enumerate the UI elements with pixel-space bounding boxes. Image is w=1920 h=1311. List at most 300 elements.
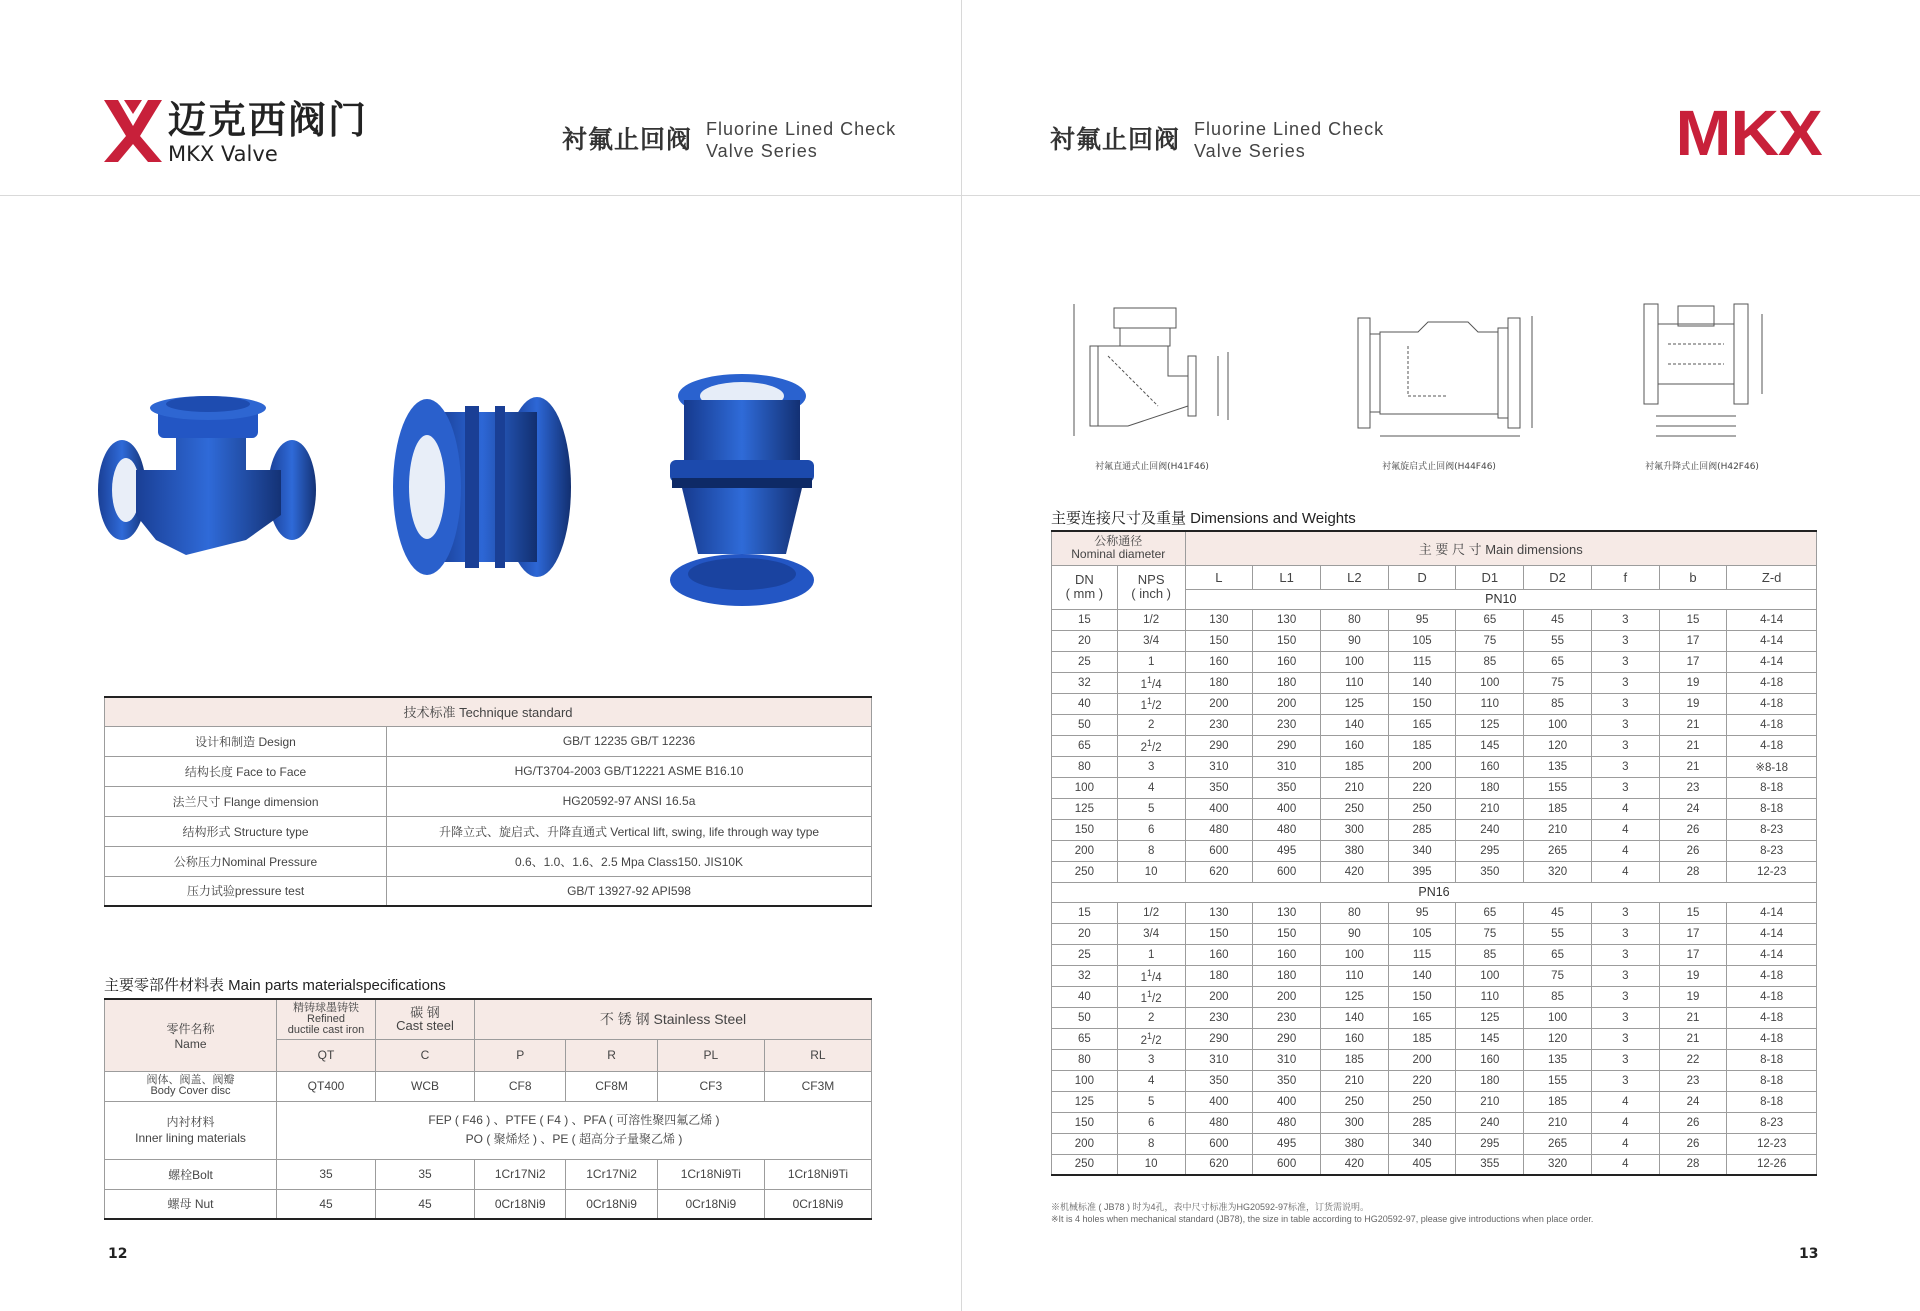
dimension-cell: 480 [1185, 1112, 1253, 1133]
dimension-cell: 75 [1524, 965, 1592, 986]
dimension-cell: 160 [1185, 944, 1253, 965]
column-header: b [1659, 565, 1727, 589]
dimension-cell: 480 [1185, 819, 1253, 840]
dimension-cell: 8-18 [1727, 1091, 1817, 1112]
dimension-cell: 210 [1321, 1070, 1389, 1091]
table-row [105, 756, 872, 786]
dimension-cell: 150 [1253, 923, 1321, 944]
lining-cn: 内衬材料 [166, 1115, 215, 1129]
dimension-cell: 4-18 [1727, 1007, 1817, 1028]
dimension-cell: 90 [1321, 923, 1389, 944]
dimension-cell: 15 [1659, 902, 1727, 923]
ductile-header [277, 999, 376, 1039]
dimension-cell: 80 [1321, 902, 1389, 923]
material-cell: CF3 [657, 1071, 764, 1101]
table-row [105, 786, 872, 816]
dimension-cell: 125 [1321, 693, 1389, 714]
dimension-cell: 210 [1524, 1112, 1592, 1133]
table-row [1052, 651, 1817, 672]
dimension-cell: 295 [1456, 840, 1524, 861]
dimension-cell: 3 [1591, 1070, 1659, 1091]
column-header: D [1388, 565, 1456, 589]
dimension-cell: 310 [1253, 1049, 1321, 1070]
dimension-cell: 380 [1321, 840, 1389, 861]
table-row [1052, 1112, 1817, 1133]
dimension-cell: 100 [1321, 944, 1389, 965]
dimension-cell: 180 [1185, 965, 1253, 986]
dimension-cell: 3 [1591, 735, 1659, 756]
valve-photo-swing [387, 392, 573, 586]
bolt-label: 螺栓Bolt [105, 1159, 277, 1189]
dimension-cell: 21 [1659, 1028, 1727, 1049]
column-header: L2 [1321, 565, 1389, 589]
dimension-cell: 65 [1456, 609, 1524, 630]
dimension-cell: 1 [1117, 944, 1185, 965]
dimension-cell: 3 [1117, 756, 1185, 777]
dimension-cell: 23 [1659, 777, 1727, 798]
dimension-cell: 125 [1052, 798, 1118, 819]
pressure-group-label: PN10 [1185, 589, 1816, 609]
dimension-cell: 8 [1117, 1133, 1185, 1154]
dimension-cell: 380 [1321, 1133, 1389, 1154]
dimension-cell: 150 [1253, 630, 1321, 651]
dimension-cell: 65 [1456, 902, 1524, 923]
dimension-cell: 1/2 [1117, 902, 1185, 923]
dimension-cell: 620 [1185, 861, 1253, 882]
table-row [1052, 756, 1817, 777]
dimension-cell: 4-14 [1727, 902, 1817, 923]
dimension-cell: 135 [1524, 1049, 1592, 1070]
caption-h42: 衬氟升降式止回阀(H42F46) [1645, 462, 1759, 472]
table-row [1052, 777, 1817, 798]
table-row [1052, 1133, 1817, 1154]
dimension-cell: 290 [1185, 1028, 1253, 1049]
dimension-cell: 19 [1659, 672, 1727, 693]
table-row [1052, 1154, 1817, 1175]
body-cn: 阀体、阀盖、阀瓣 [146, 1074, 235, 1086]
nps-label: NPS [1137, 572, 1165, 587]
dimension-cell: 3 [1591, 902, 1659, 923]
dimension-cell: 4-18 [1727, 735, 1817, 756]
dimension-cell: 50 [1052, 714, 1118, 735]
dimension-cell: 185 [1388, 735, 1456, 756]
technique-standard-title: 技术标准 Technique standard [105, 697, 872, 726]
mkx-logo [104, 100, 368, 166]
caption-h41: 衬氟直通式止回阀(H41F46) [1095, 462, 1209, 472]
dimension-cell: 495 [1253, 840, 1321, 861]
dimension-cell: 250 [1388, 798, 1456, 819]
dimension-cell: 65 [1524, 651, 1592, 672]
dimension-cell: 10 [1117, 861, 1185, 882]
dimension-cell: 4 [1591, 1112, 1659, 1133]
table-row [105, 726, 872, 756]
dimension-cell: ※8-18 [1727, 756, 1817, 777]
dimension-cell: 400 [1185, 798, 1253, 819]
dimension-cell: 80 [1321, 609, 1389, 630]
dimension-cell: 230 [1185, 714, 1253, 735]
dimensions-table [1051, 530, 1817, 1176]
dimension-cell: 6 [1117, 1112, 1185, 1133]
dimension-cell: 80 [1052, 1049, 1118, 1070]
dimension-cell: 230 [1253, 714, 1321, 735]
dimension-cell: 285 [1388, 819, 1456, 840]
dimension-cell: 3 [1591, 672, 1659, 693]
dimension-cell: 495 [1253, 1133, 1321, 1154]
dimension-cell: 210 [1456, 1091, 1524, 1112]
dimension-cell: 300 [1321, 1112, 1389, 1133]
lining-en: Inner lining materials [135, 1131, 246, 1145]
dimension-cell: 600 [1253, 1154, 1321, 1175]
dimension-cell: 400 [1253, 1091, 1321, 1112]
dimension-cell: 230 [1185, 1007, 1253, 1028]
stainless-header: 不 锈 钢 Stainless Steel [475, 999, 872, 1039]
dimension-cell: 8-18 [1727, 798, 1817, 819]
left-header [0, 0, 961, 196]
dimension-cell: 150 [1052, 819, 1118, 840]
tech-label: 压力试验pressure test [105, 876, 387, 906]
dimension-cell: 3 [1591, 651, 1659, 672]
dimension-cell: $1^1/2$ [1117, 693, 1185, 714]
dimension-cell: 55 [1524, 923, 1592, 944]
nominal-en: Nominal diameter [1071, 547, 1166, 562]
dimension-cell: 480 [1253, 1112, 1321, 1133]
dimension-cell: 21 [1659, 735, 1727, 756]
table-row [105, 1189, 872, 1219]
dimension-cell: 290 [1185, 735, 1253, 756]
material-cell: 1Cr17Ni2 [475, 1159, 566, 1189]
dimension-cell: 8-18 [1727, 777, 1817, 798]
dimension-cell: 4-18 [1727, 714, 1817, 735]
dimension-cell: 240 [1456, 1112, 1524, 1133]
dimension-cell: 100 [1456, 672, 1524, 693]
dimension-cell: 17 [1659, 651, 1727, 672]
dimension-cell: 110 [1321, 672, 1389, 693]
dimension-cell: 19 [1659, 965, 1727, 986]
lining-value [277, 1101, 872, 1159]
dimension-cell: 155 [1524, 1070, 1592, 1091]
cast-steel-cn: 碳 钢 [410, 1005, 440, 1021]
dimension-cell: 4-18 [1727, 672, 1817, 693]
dimension-cell: 160 [1321, 1028, 1389, 1049]
dimension-cell: 140 [1388, 965, 1456, 986]
technique-standard-table [104, 696, 872, 907]
dimension-cell: 4 [1591, 798, 1659, 819]
column-header: D1 [1456, 565, 1524, 589]
materials-table [104, 998, 872, 1220]
dimension-cell: 250 [1388, 1091, 1456, 1112]
dimension-cell: 145 [1456, 735, 1524, 756]
cast-steel-en: Cast steel [396, 1018, 454, 1034]
dimension-cell: 340 [1388, 840, 1456, 861]
dimension-cell: 180 [1456, 1070, 1524, 1091]
dimension-cell: 185 [1321, 756, 1389, 777]
table-row [1052, 630, 1817, 651]
dimension-cell: 105 [1388, 630, 1456, 651]
dimension-cell: 100 [1052, 1070, 1118, 1091]
column-header: Z-d [1727, 565, 1817, 589]
table-row [1052, 798, 1817, 819]
dimension-cell: 6 [1117, 819, 1185, 840]
pressure-group-label: PN16 [1052, 882, 1817, 902]
drawing-h41 [1068, 296, 1238, 450]
dimension-cell: 85 [1524, 986, 1592, 1007]
dimension-cell: 350 [1185, 1070, 1253, 1091]
dimension-cell: 26 [1659, 1133, 1727, 1154]
dimension-cell: 200 [1185, 693, 1253, 714]
dimension-cell: 210 [1321, 777, 1389, 798]
dimension-cell: 110 [1321, 965, 1389, 986]
dimension-cell: 600 [1253, 861, 1321, 882]
body-label [105, 1071, 277, 1101]
dimension-cell: 4-18 [1727, 965, 1817, 986]
dimension-cell: 250 [1052, 861, 1118, 882]
dimension-cell: 125 [1052, 1091, 1118, 1112]
dimension-cell: 155 [1524, 777, 1592, 798]
dimension-cell: 23 [1659, 1070, 1727, 1091]
material-cell: 35 [277, 1159, 376, 1189]
dimension-cell: 3/4 [1117, 923, 1185, 944]
dimension-cell: 200 [1052, 840, 1118, 861]
dimension-cell: 250 [1321, 798, 1389, 819]
dimension-cell: 160 [1185, 651, 1253, 672]
dimension-cell: $1^1/2$ [1117, 986, 1185, 1007]
table-row [1052, 1070, 1817, 1091]
nominal-cn: 公称通径 [1094, 534, 1143, 549]
ductile-en1: Refined [307, 1012, 345, 1025]
dimension-cell: 5 [1117, 798, 1185, 819]
cast-steel-header [376, 999, 475, 1039]
dimension-cell: $1^1/4$ [1117, 672, 1185, 693]
dimension-cell: 4 [1591, 819, 1659, 840]
table-row [1052, 986, 1817, 1007]
dimension-cell: 310 [1185, 1049, 1253, 1070]
material-cell: CF8M [566, 1071, 657, 1101]
dimension-cell: 3 [1591, 714, 1659, 735]
dimension-cell: $2^1/2$ [1117, 1028, 1185, 1049]
series-title-en-1: Fluorine Lined Check [1194, 119, 1385, 139]
dimension-cell: 4 [1591, 1154, 1659, 1175]
dimension-cell: 40 [1052, 986, 1118, 1007]
dimension-cell: 290 [1253, 1028, 1321, 1049]
dimension-cell: 32 [1052, 965, 1118, 986]
table-row [1052, 965, 1817, 986]
logo-chinese-name: 迈克西阀门 [168, 98, 369, 142]
dimension-cell: 110 [1456, 693, 1524, 714]
dimension-cell: 4-18 [1727, 1028, 1817, 1049]
dimension-cell: 600 [1185, 840, 1253, 861]
dimensions-title: 主要连接尺寸及重量 Dimensions and Weights [1051, 510, 1356, 527]
valve-photo-lift [96, 390, 318, 576]
table-row [1052, 1049, 1817, 1070]
dimension-cell: 150 [1388, 693, 1456, 714]
drawing-h44 [1348, 296, 1538, 450]
table-row [1052, 609, 1817, 630]
code-cell: R [566, 1039, 657, 1071]
dimension-cell: 180 [1456, 777, 1524, 798]
part-name-en: Name [174, 1036, 207, 1051]
dimension-cell: 265 [1524, 840, 1592, 861]
dimension-cell: 15 [1052, 609, 1118, 630]
series-title-cn: 衬氟止回阀 [562, 125, 693, 154]
dimension-cell: 85 [1456, 651, 1524, 672]
lining-line2: PO ( 聚烯烃 ) 、PE ( 超高分子量聚乙烯 ) [465, 1132, 683, 1146]
column-header: L1 [1253, 565, 1321, 589]
table-row [1052, 944, 1817, 965]
footnote-cn: ※机械标准 ( JB78 ) 时为4孔，表中尺寸标准为HG20592-97标准，订货需说明。 [1051, 1202, 1370, 1212]
dimension-cell: 8-18 [1727, 1049, 1817, 1070]
table-row [1052, 840, 1817, 861]
dimension-cell: 80 [1052, 756, 1118, 777]
dimension-cell: 4-14 [1727, 651, 1817, 672]
dimension-cell: 4 [1591, 840, 1659, 861]
dimension-cell: 110 [1456, 986, 1524, 1007]
table-row [1052, 902, 1817, 923]
dimension-cell: 21 [1659, 1007, 1727, 1028]
table-row [1052, 693, 1817, 714]
table-row [1052, 735, 1817, 756]
dimension-cell: 50 [1052, 1007, 1118, 1028]
dimension-cell: 240 [1456, 819, 1524, 840]
dimension-cell: 3 [1591, 965, 1659, 986]
dimension-cell: 4-18 [1727, 986, 1817, 1007]
dimension-cell: 160 [1253, 944, 1321, 965]
tech-label: 法兰尺寸 Flange dimension [105, 786, 387, 816]
dimension-cell: 24 [1659, 1091, 1727, 1112]
dimension-cell: 180 [1253, 672, 1321, 693]
dimension-cell: 310 [1185, 756, 1253, 777]
dimension-cell: 285 [1388, 1112, 1456, 1133]
body-en: Body Cover disc [150, 1085, 231, 1097]
dimension-cell: 140 [1321, 714, 1389, 735]
dimension-cell: 150 [1388, 986, 1456, 1007]
code-cell: PL [657, 1039, 764, 1071]
tech-label: 结构长度 Face to Face [105, 756, 387, 786]
table-row [105, 816, 872, 846]
dimension-cell: 320 [1524, 1154, 1592, 1175]
material-cell: 0Cr18Ni9 [566, 1189, 657, 1219]
dimension-cell: 45 [1524, 902, 1592, 923]
dn-header [1052, 565, 1118, 609]
dimension-cell: 3 [1591, 609, 1659, 630]
dimension-cell: 65 [1052, 1028, 1118, 1049]
dimension-cell: 85 [1456, 944, 1524, 965]
dimension-cell: 130 [1253, 609, 1321, 630]
part-name-cn: 零件名称 [166, 1021, 215, 1036]
dimension-cell: 12-26 [1727, 1154, 1817, 1175]
dimension-cell: 180 [1185, 672, 1253, 693]
dimension-cell: 405 [1388, 1154, 1456, 1175]
dimension-cell: 140 [1388, 672, 1456, 693]
dimension-cell: 26 [1659, 840, 1727, 861]
dimension-cell: 150 [1185, 630, 1253, 651]
dimension-cell: 4-14 [1727, 944, 1817, 965]
dimension-cell: 28 [1659, 861, 1727, 882]
material-cell: 0Cr18Ni9 [764, 1189, 871, 1219]
dimension-cell: 4-14 [1727, 630, 1817, 651]
dimension-cell: 210 [1456, 798, 1524, 819]
dimension-cell: 4 [1117, 1070, 1185, 1091]
dimension-cell: 4 [1117, 777, 1185, 798]
dimension-cell: 200 [1388, 1049, 1456, 1070]
dimension-cell: 200 [1253, 986, 1321, 1007]
dimension-cell: 1 [1117, 651, 1185, 672]
dimension-cell: 600 [1185, 1133, 1253, 1154]
tech-label: 结构形式 Structure type [105, 816, 387, 846]
dimension-cell: 2 [1117, 1007, 1185, 1028]
ductile-cn: 精铸球墨铸铁 [293, 1001, 359, 1014]
tech-value: GB/T 12235 GB/T 12236 [387, 726, 872, 756]
dimension-cell: 95 [1388, 609, 1456, 630]
dimension-cell: 480 [1253, 819, 1321, 840]
tech-value: 升降立式、旋启式、升降直通式 Vertical lift, swing, life through way type [387, 816, 872, 846]
right-header [962, 0, 1920, 196]
code-cell: P [475, 1039, 566, 1071]
code-cell: QT [277, 1039, 376, 1071]
tech-value: GB/T 13927-92 API598 [387, 876, 872, 906]
dimension-cell: 17 [1659, 923, 1727, 944]
dimension-cell: 185 [1321, 1049, 1389, 1070]
material-cell: CF3M [764, 1071, 871, 1101]
table-row [1052, 1028, 1817, 1049]
dimension-cell: 265 [1524, 1133, 1592, 1154]
dimension-cell: 25 [1052, 651, 1118, 672]
dimension-cell: 350 [1253, 777, 1321, 798]
drawing-h42 [1634, 294, 1774, 448]
dimension-cell: 3 [1591, 630, 1659, 651]
dimension-cell: 350 [1185, 777, 1253, 798]
dimension-cell: 3 [1591, 1007, 1659, 1028]
dimension-cell: 100 [1524, 1007, 1592, 1028]
table-row [1052, 714, 1817, 735]
dimension-cell: 17 [1659, 630, 1727, 651]
dimension-cell: 220 [1388, 777, 1456, 798]
dimension-cell: 3 [1591, 986, 1659, 1007]
tech-value: 0.6、1.0、1.6、2.5 Mpa Class150. JIS10K [387, 846, 872, 876]
dimension-cell: 19 [1659, 693, 1727, 714]
dimension-cell: 4 [1591, 1091, 1659, 1112]
dimension-cell: 150 [1052, 1112, 1118, 1133]
dimension-cell: 25 [1052, 944, 1118, 965]
dimension-cell: 120 [1524, 735, 1592, 756]
dimension-cell: 150 [1185, 923, 1253, 944]
dimension-cell: 400 [1185, 1091, 1253, 1112]
dimension-cell: 120 [1524, 1028, 1592, 1049]
dimension-cell: 355 [1456, 1154, 1524, 1175]
dimension-cell: 19 [1659, 986, 1727, 1007]
dimension-cell: 3 [1591, 1028, 1659, 1049]
series-title-cn: 衬氟止回阀 [1050, 125, 1181, 154]
lining-label [105, 1101, 277, 1159]
dimension-cell: $1^1/4$ [1117, 965, 1185, 986]
table-row [1052, 672, 1817, 693]
dimension-cell: 300 [1321, 819, 1389, 840]
dimension-cell: 12-23 [1727, 861, 1817, 882]
dimension-cell: 8-18 [1727, 1070, 1817, 1091]
dimension-cell: 320 [1524, 861, 1592, 882]
dimension-cell: 395 [1388, 861, 1456, 882]
dimension-cell: 185 [1524, 798, 1592, 819]
dimension-cell: 75 [1456, 923, 1524, 944]
material-cell: 0Cr18Ni9 [657, 1189, 764, 1219]
code-cell: C [376, 1039, 475, 1071]
dimension-cell: 295 [1456, 1133, 1524, 1154]
dimension-cell: 180 [1253, 965, 1321, 986]
column-header: L [1185, 565, 1253, 589]
dimension-cell: 20 [1052, 630, 1118, 651]
right-page [962, 0, 1920, 1311]
series-title-en-2: Valve Series [706, 141, 818, 161]
series-title-en-2: Valve Series [1194, 141, 1306, 161]
